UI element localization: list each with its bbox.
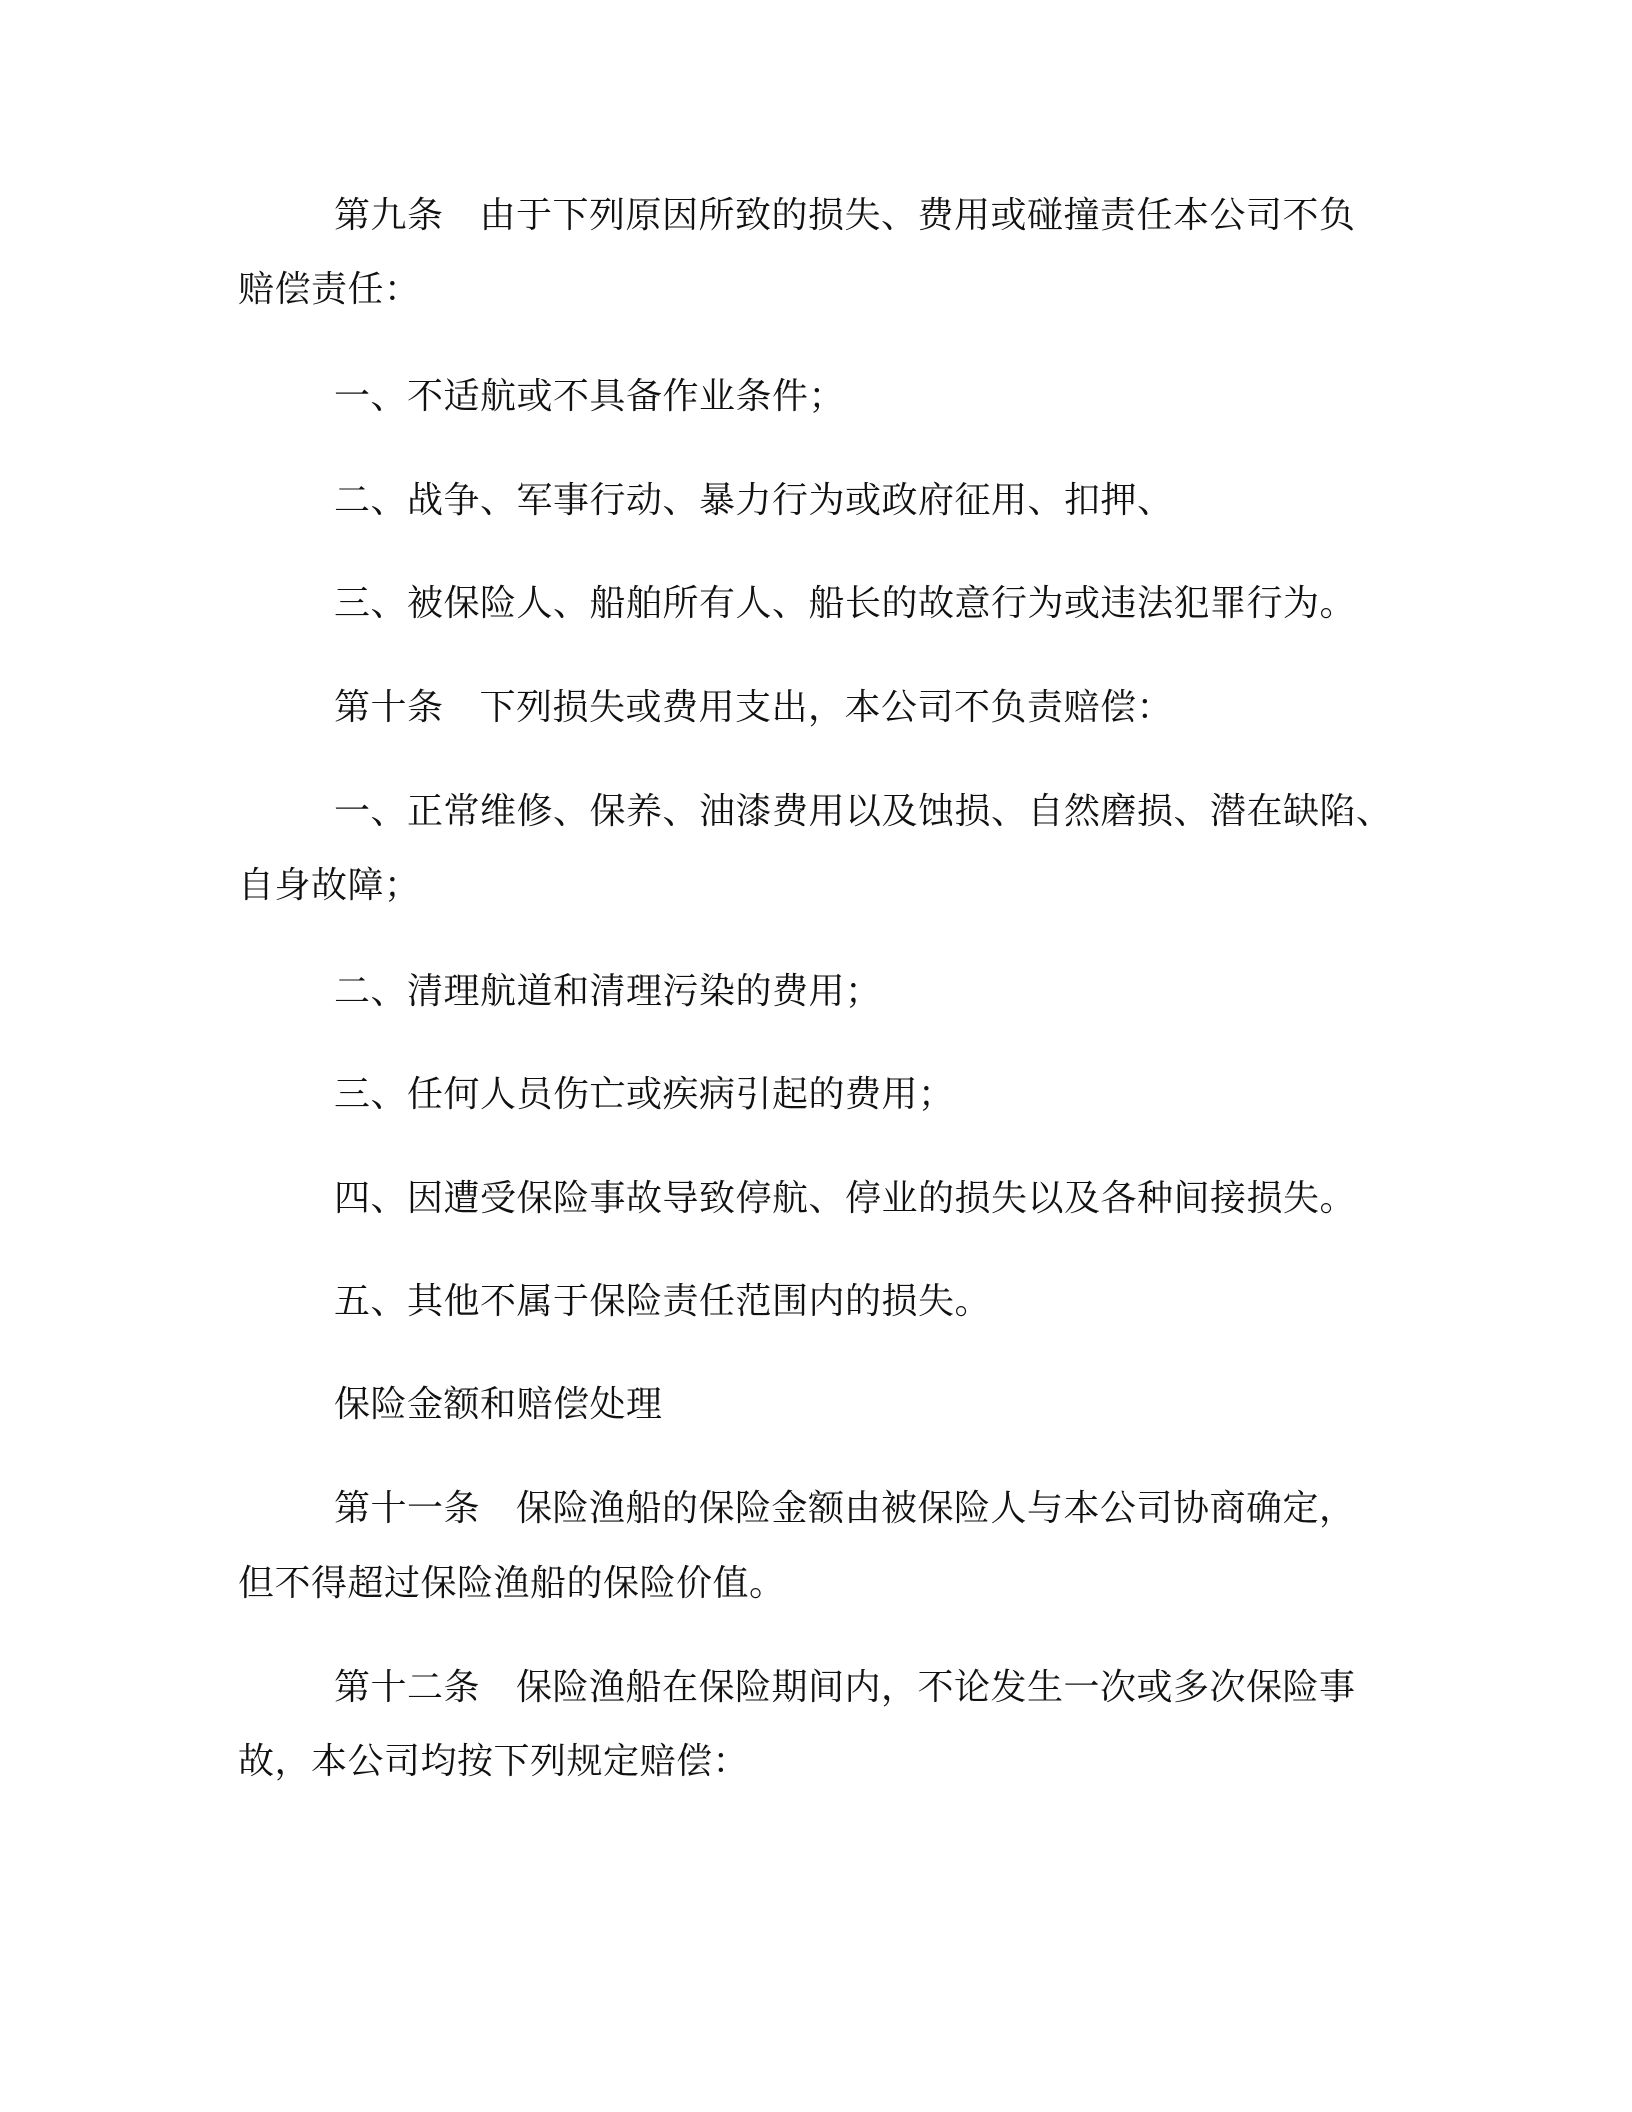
- article-11-text: 保险渔船的保险金额由被保险人与本公司协商确定，: [516, 1488, 1356, 1529]
- article-10-label: 第十条: [334, 687, 444, 728]
- article-12-label: 第十二条: [334, 1667, 481, 1708]
- article-11-first-line: [334, 1487, 1356, 1531]
- article-10-first-line: [334, 686, 1173, 730]
- article-9-continuation: 赔偿责任：: [238, 269, 421, 310]
- article-10-text: 下列损失或费用支出，本公司不负责赔偿：: [479, 687, 1174, 728]
- article-9-item-2: 二、战争、军事行动、暴力行为或政府征用、扣押、: [334, 480, 1174, 521]
- article-12-first-line: [334, 1666, 1356, 1710]
- article-12-continuation: 故，本公司均按下列规定赔偿：: [238, 1741, 750, 1782]
- article-11-continuation: 但不得超过保险渔船的保险价值。: [238, 1563, 786, 1604]
- article-10-item-2: 二、清理航道和清理污染的费用；: [334, 971, 882, 1012]
- article-11-label: 第十一条: [334, 1488, 481, 1529]
- article-9-text: 由于下列原因所致的损失、费用或碰撞责任本公司不负: [479, 195, 1356, 236]
- article-10-item-1-continuation: 自身故障；: [238, 865, 421, 906]
- article-9-label: 第九条: [334, 195, 444, 236]
- article-9-item-3: 三、被保险人、船舶所有人、船长的故意行为或违法犯罪行为。: [334, 583, 1357, 624]
- article-10-item-1: 一、正常维修、保养、油漆费用以及蚀损、自然磨损、潜在缺陷、: [334, 791, 1393, 832]
- article-9-item-1: 一、不适航或不具备作业条件；: [334, 376, 846, 417]
- article-10-item-3: 三、任何人员伤亡或疾病引起的费用；: [334, 1074, 955, 1115]
- section-heading: 保险金额和赔偿处理: [334, 1384, 663, 1425]
- article-9-first-line: [334, 194, 1356, 238]
- article-12-text: 保险渔船在保险期间内，不论发生一次或多次保险事: [516, 1667, 1356, 1708]
- article-10-item-4: 四、因遭受保险事故导致停航、停业的损失以及各种间接损失。: [334, 1178, 1357, 1219]
- article-10-item-5: 五、其他不属于保险责任范围内的损失。: [334, 1281, 992, 1322]
